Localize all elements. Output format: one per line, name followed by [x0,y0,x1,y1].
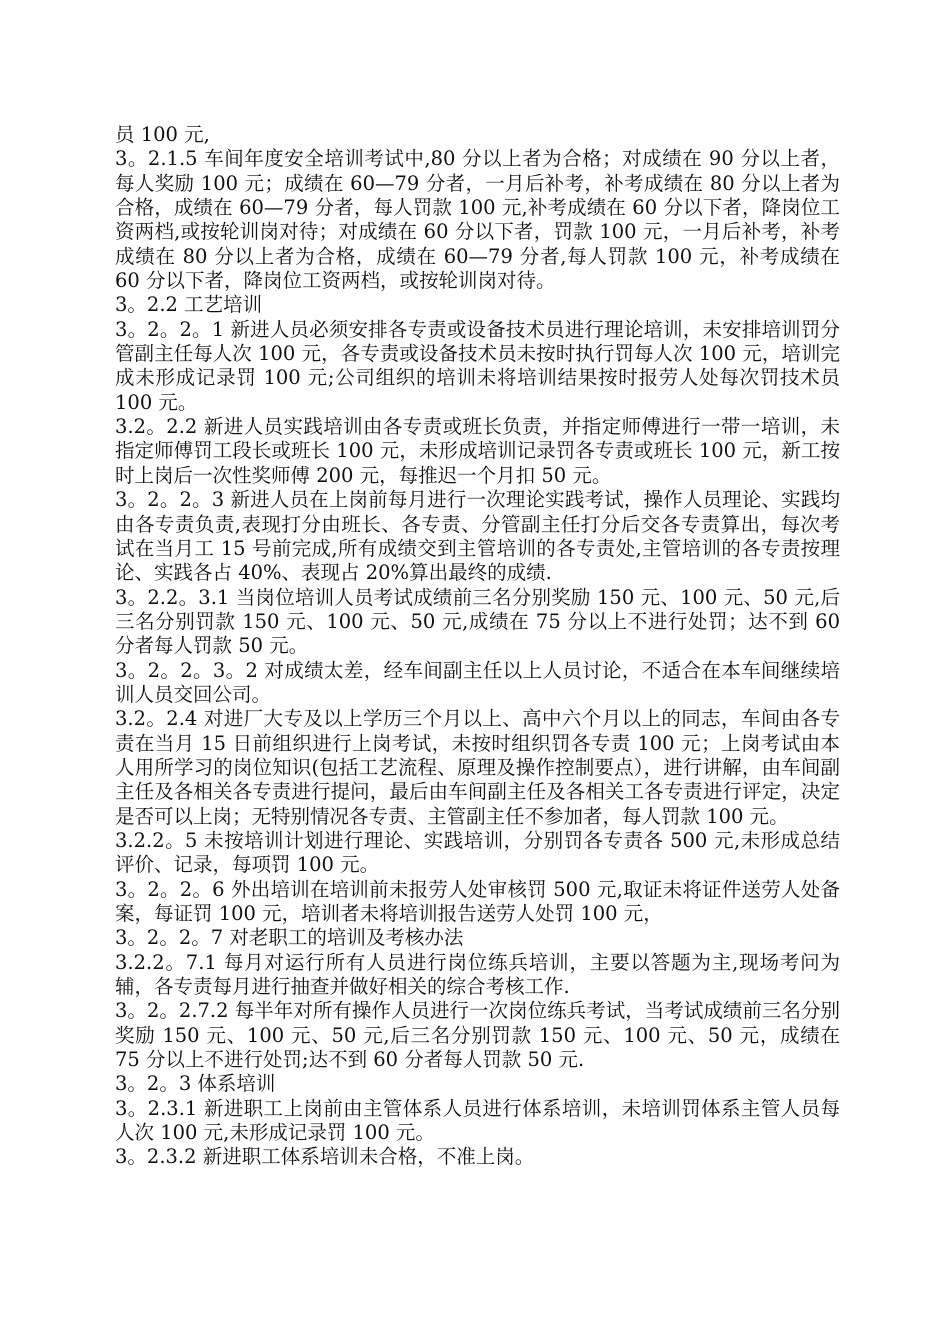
paragraph-3-2-2-4: 3.2。2.4 对进厂大专及以上学历三个月以上、高中六个月以上的同志，车间由各专责在当月 15 日前组织进行上岗考试，未按时组织罚各专责 100 元；上岗考试由本人用所学习的岗位知识(包括工艺流程、原理及操作控制要点），进行讲解，由车间副主任及各相关各专责进行提问，最后由车间副主任及各相关工各专责进行评定，决定是否可以上岗；无特别情况各专责、主管副主任不参加者，每人罚款 100 元。 [115,707,840,828]
paragraph-continuation: 员 100 元, [115,123,210,146]
paragraph-3-2-2-2: 3.2。2.2 新进人员实践培训由各专责或班长负责，并指定师傅进行一带一培训，未指定师傅罚工段长或班长 100 元，未形成培训记录罚各专责或班长 100 元，新工按时上岗后一次性奖师傅 200 元，每推迟一个月扣 50 元。 [115,415,840,487]
paragraph-3-2-2-5: 3.2.2。5 未按培训计划进行理论、实践培训，分别罚各专责各 500 元,未形成总结评价、记录，每项罚 100 元。 [115,828,840,877]
document-body [115,123,840,1170]
paragraph-3-2-2-7-2: 3。2。2.7.2 每半年对所有操作人员进行一次岗位练兵考试，当考试成绩前三名分别奖励 150 元、100 元、50 元,后三名分别罚款 150 元、100 元、50 元，成绩在 75 分以上不进行处罚;达不到 60 分者每人罚款 50 元. [115,999,840,1072]
paragraph-3-2-2-3: 3。2。2。3 新进人员在上岗前每月进行一次理论实践考试，操作人员理论、实践均由各专责负责,表现打分由班长、各专责、分管副主任打分后交各专责算出，每次考试在当月工 15 号前完成,所有成绩交到主管培训的各专责处,主管培训的各专责按理论、实践各占 40%、表现占 20%算出最终的成绩. [115,488,840,585]
paragraph-3-2-3-1: 3。2.3.1 新进职工上岗前由主管体系人员进行体系培训，未培训罚体系主管人员每人次 100 元,未形成记录罚 100 元。 [115,1096,840,1145]
paragraph-3-2-2-3-1: 3。2.2。3.1 当岗位培训人员考试成绩前三名分别奖励 150 元、100 元、50 元,后三名分别罚款 150 元、100 元、50 元,成绩在 75 分以上不进行处罚；达不到 60 分者每人罚款 50 元。 [115,585,840,658]
paragraph-3-2-2-6: 3。2。2。6 外出培训在培训前未报劳人处审核罚 500 元,取证未将证件送劳人处备案，每证罚 100 元，培训者未将培训报告送劳人处罚 100 元， [115,877,840,925]
paragraph-3-2-2-1: 3。2。2。1 新进人员必须安排各专责或设备技术员进行理论培训，未安排培训罚分管副主任每人次 100 元，各专责或设备技术员未按时执行罚每人次 100 元，培训完成未形成记录罚 100 元;公司组织的培训未将培训结果按时报劳人处每次罚技术员 100 元。 [115,317,840,414]
section-heading-3-2-2-7: 3。2。2。7 对老职工的培训及考核办法 [115,926,464,950]
section-heading-3-2-3: 3。2。3 体系培训 [115,1072,276,1096]
paragraph-3-2-2-3-2: 3。2。2。3。2 对成绩太差，经车间副主任以上人员讨论，不适合在本车间继续培训人员交回公司。 [115,658,840,706]
paragraph-3-2-3-2: 3。2.3.2 新进职工体系培训未合格，不准上岗。 [115,1145,535,1169]
paragraph-3-2-2-7-1: 3.2.2。7.1 每月对运行所有人员进行岗位练兵培训，主要以答题为主,现场考问为辅，各专责每月进行抽查并做好相关的综合考核工作. [115,950,840,999]
paragraph-3-2-1-5: 3。2.1.5 车间年度安全培训考试中,80 分以上者为合格；对成绩在 90 分以上者，每人奖励 100 元；成绩在 60—79 分者，一月后补考，补考成绩在 80 分以上者为合格，成绩在 60—79 分者，每人罚款 100 元,补考成绩在 60 分以下者，降岗位工资两档,或按轮训岗对待；对成绩在 60 分以下者，罚款 100 元，一月后补考，补考成绩在 80 分以上者为合格，成绩在 60—79 分者,每人罚款 100 元，补考成绩在 60 分以下者，降岗位工资两档，或按轮训岗对待。 [115,147,840,293]
section-heading-3-2-2: 3。2.2 工艺培训 [115,293,263,317]
